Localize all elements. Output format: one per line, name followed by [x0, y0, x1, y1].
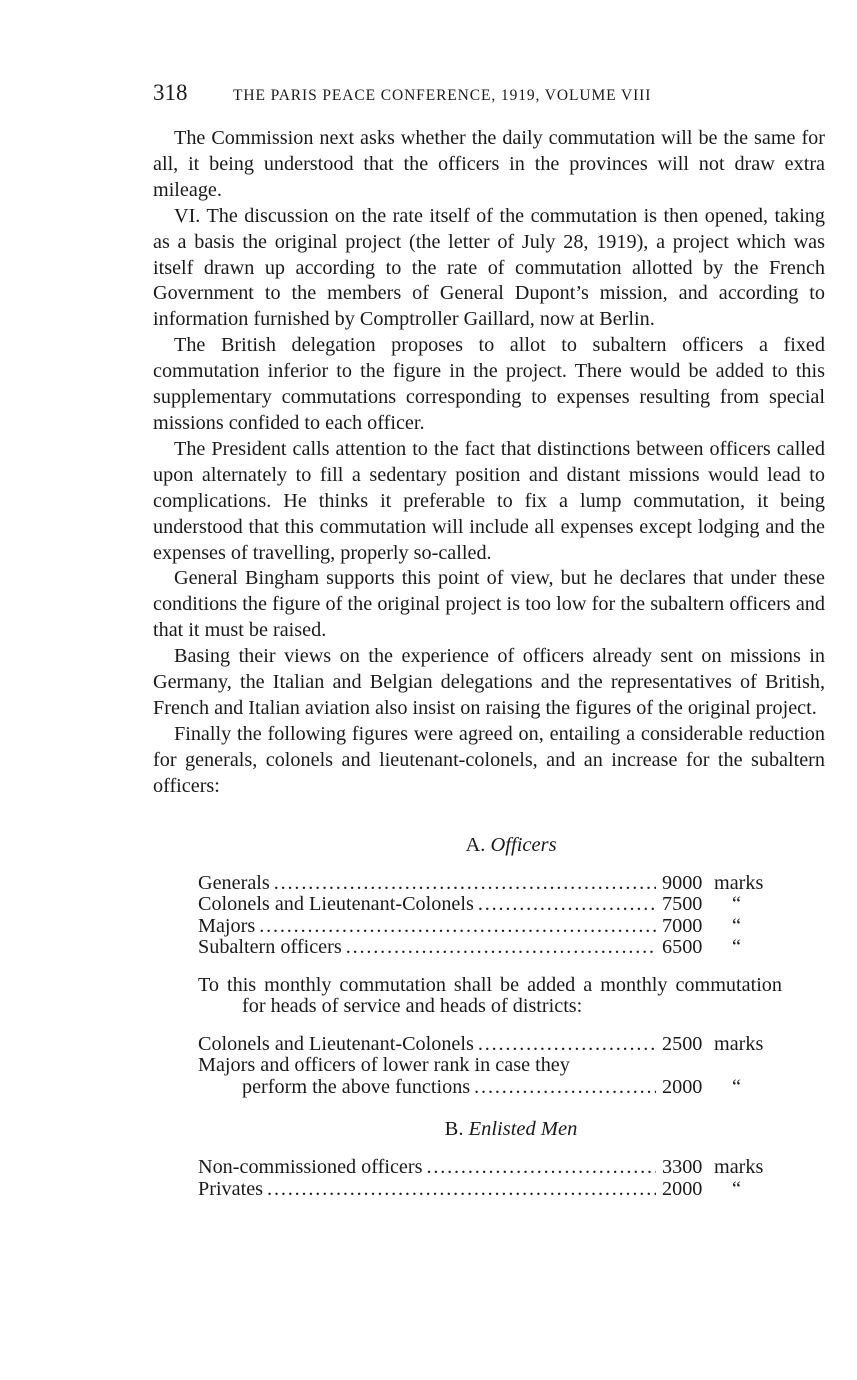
table-row: Generals . . . 9000 marks: [198, 873, 782, 895]
section-b-letter: B.: [444, 1118, 464, 1141]
table-row: perform the above functions . . . 2000 “: [198, 1077, 782, 1099]
section-a-title: Officers: [490, 833, 557, 856]
paragraph-president: The President calls attention to the fact that distinctions between officers called upon alternately to fill a sedentary position and distant missions would lead to complications. He thinks it preferable to fix a lump commutation, it being understood that this commutation will include all expenses except lodging and the expenses of travelling, properly so-called.: [153, 437, 825, 564]
paragraph-bingham: General Bingham supports this point of view, but he declares that under these conditions the figure of the original project is too low for the subaltern officers and that it must be raised.: [153, 567, 825, 642]
page-number: 318: [153, 80, 188, 105]
running-title: THE PARIS PEACE CONFERENCE, 1919, VOLUME VIII: [233, 87, 652, 104]
document-page: [153, 80, 825, 1200]
table-row: Privates . . . 2000 “: [198, 1179, 782, 1201]
paragraph-british: The British delegation proposes to allot to subaltern officers a fixed commutation inferior to the figure in the project. There would be added to this supplementary commutations corresponding to expenses resulting from special missions confided to each officer.: [153, 334, 825, 434]
section-b-heading: [197, 1118, 825, 1141]
table-row: Non-commissioned officers . . . 3300 marks: [198, 1157, 782, 1179]
officers-table: [198, 873, 782, 1099]
table-row: Majors . . . 7000 “: [198, 916, 782, 938]
table-row: Majors and officers of lower rank in case they: [198, 1054, 570, 1077]
table-row: Subaltern officers . . . 6500 “: [198, 937, 782, 959]
paragraph-basing: Basing their views on the experience of officers already sent on missions in Germany, the Italian and Belgian delegations and the representatives of British, French and Italian aviation also insist on raising the figures of the original project.: [153, 645, 825, 719]
section-b-title: Enlisted Men: [468, 1118, 578, 1141]
paragraph-commission: The Commission next asks whether the daily commutation will be the same for all, it being understood that the officers in the provinces will not draw extra mileage.: [153, 127, 825, 201]
running-header: [153, 80, 825, 110]
paragraph-vi: VI. The discussion on the rate itself of the commutation is then opened, taking as a basis the original project (the letter of July 28, 1919), a project which was itself drawn up according to the rate of commutation allotted by the French Government to the members of General Dupont’s mission, and according to information furnished by Comptroller Gaillard, now at Berlin.: [153, 204, 825, 331]
section-a-heading: [197, 834, 825, 857]
commutation-note: To this monthly commutation shall be added a monthly commutation for heads of service and heads of districts:: [198, 973, 782, 1018]
table-row: Colonels and Lieutenant-Colonels . . . 2500 marks: [198, 1034, 782, 1056]
body-text: [153, 126, 825, 800]
paragraph-finally: Finally the following figures were agreed on, entailing a considerable reduction for generals, colonels and lieutenant-colonels, and an increase for the subaltern officers:: [153, 722, 825, 797]
table-row: Colonels and Lieutenant-Colonels . . . 7500 “: [198, 894, 782, 916]
section-a-letter: A.: [465, 833, 486, 856]
enlisted-table: [198, 1157, 782, 1200]
